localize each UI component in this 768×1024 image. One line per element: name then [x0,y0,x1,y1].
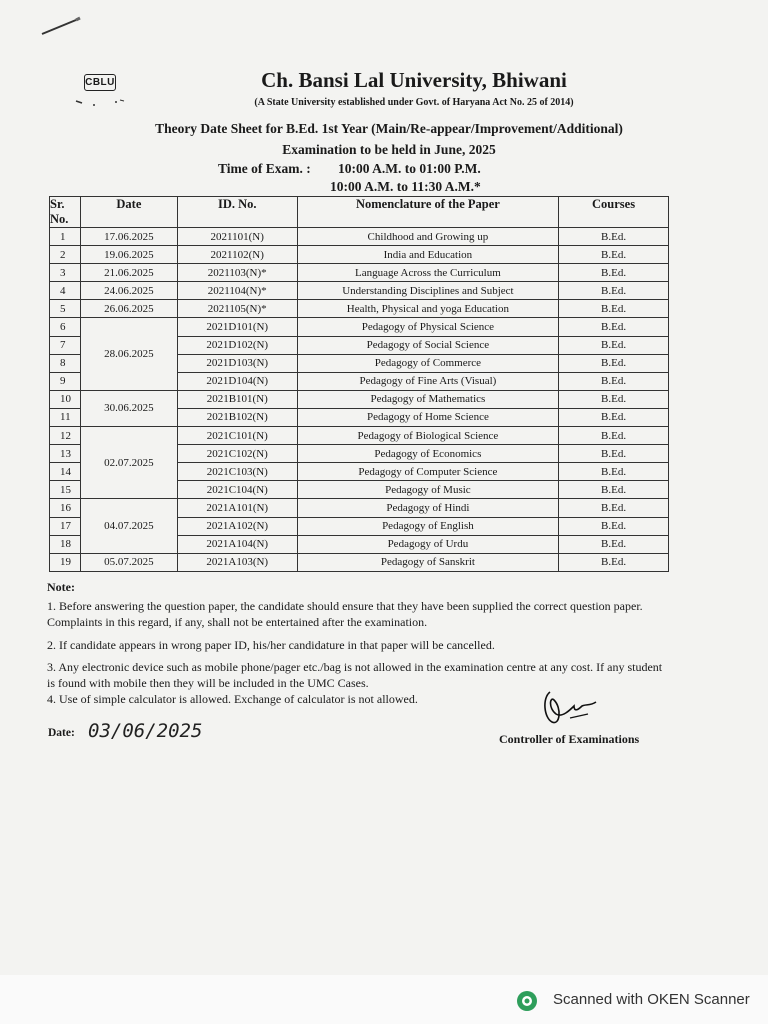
table-row [50,499,669,517]
sr-no-cell: 18 [50,535,81,553]
paper-name-cell: Pedagogy of Home Science [297,408,558,426]
paper-id-cell: 2021105(N)* [177,300,297,318]
sr-no-cell: 19 [50,553,81,571]
paper-name-cell: Pedagogy of Fine Arts (Visual) [297,372,558,390]
table-row [50,318,669,336]
col-header-id: ID. No. [177,197,297,228]
sr-no-cell: 1 [50,228,81,246]
course-cell: B.Ed. [559,282,669,300]
paper-name-cell: Pedagogy of Economics [297,445,558,463]
sr-no-cell: 9 [50,372,81,390]
date-cell: 05.07.2025 [80,553,177,571]
course-cell: B.Ed. [559,553,669,571]
course-cell: B.Ed. [559,427,669,445]
table-row [50,264,669,282]
university-name: Ch. Bansi Lal University, Bhiwani [261,68,567,92]
course-cell: B.Ed. [559,517,669,535]
paper-id-cell: 2021102(N) [177,246,297,264]
table-row [50,553,669,571]
sr-no-cell: 12 [50,427,81,445]
paper-name-cell: Language Across the Curriculum [297,264,558,282]
table-row [50,228,669,246]
course-cell: B.Ed. [559,481,669,499]
paper-id-cell: 2021B102(N) [177,408,297,426]
paper-id-cell: 2021C103(N) [177,463,297,481]
course-cell: B.Ed. [559,372,669,390]
date-cell: 26.06.2025 [80,300,177,318]
date-cell: 19.06.2025 [80,246,177,264]
table-row [50,427,669,445]
paper-id-cell: 2021D102(N) [177,336,297,354]
paper-name-cell: Pedagogy of Hindi [297,499,558,517]
sr-no-cell: 15 [50,481,81,499]
sr-no-cell: 17 [50,517,81,535]
sr-no-cell: 8 [50,354,81,372]
paper-id-cell: 2021103(N)* [177,264,297,282]
exam-time-full: 10:00 A.M. to 01:00 P.M. [338,161,481,176]
course-cell: B.Ed. [559,264,669,282]
sr-no-cell: 13 [50,445,81,463]
date-cell: 24.06.2025 [80,282,177,300]
controller-of-examinations: Controller of Examinations [499,732,640,746]
sr-no-cell: 16 [50,499,81,517]
paper-id-cell: 2021C101(N) [177,427,297,445]
course-cell: B.Ed. [559,535,669,553]
note-4: 4. Use of simple calculator is allowed. Exchange of calculator is not allowed. [47,692,418,706]
table-row [50,246,669,264]
date-cell: 17.06.2025 [80,228,177,246]
paper-name-cell: Pedagogy of Mathematics [297,390,558,408]
exam-time-short: 10:00 A.M. to 11:30 A.M.* [330,179,481,194]
paper-name-cell: India and Education [297,246,558,264]
paper-name-cell: Pedagogy of Music [297,481,558,499]
course-cell: B.Ed. [559,445,669,463]
course-cell: B.Ed. [559,499,669,517]
paper-name-cell: Pedagogy of Computer Science [297,463,558,481]
paper-id-cell: 2021A101(N) [177,499,297,517]
paper-id-cell: 2021C104(N) [177,481,297,499]
paper-id-cell: 2021D104(N) [177,372,297,390]
pen-mark-icon [40,8,90,38]
paper-name-cell: Health, Physical and yoga Education [297,300,558,318]
sr-no-cell: 5 [50,300,81,318]
paper-id-cell: 2021D101(N) [177,318,297,336]
table-row [50,390,669,408]
sr-no-cell: 10 [50,390,81,408]
date-cell: 30.06.2025 [80,390,177,426]
sr-no-cell: 4 [50,282,81,300]
course-cell: B.Ed. [559,228,669,246]
col-header-date: Date [80,197,177,228]
course-cell: B.Ed. [559,408,669,426]
course-cell: B.Ed. [559,336,669,354]
paper-name-cell: Pedagogy of Social Science [297,336,558,354]
paper-id-cell: 2021101(N) [177,228,297,246]
col-header-paper: Nomenclature of the Paper [297,197,558,228]
scanner-watermark: Scanned with OKEN Scanner [553,991,750,1008]
date-cell: 28.06.2025 [80,318,177,390]
paper-name-cell: Childhood and Growing up [297,228,558,246]
date-label: Date: [48,727,75,739]
sr-no-cell: 3 [50,264,81,282]
course-cell: B.Ed. [559,246,669,264]
note-2: 2. If candidate appears in wrong paper ID, his/her candidature in that paper will be cancelled. [47,638,495,652]
paper-id-cell: 2021D103(N) [177,354,297,372]
paper-name-cell: Pedagogy of Physical Science [297,318,558,336]
university-logo: CBLU [84,74,116,91]
issue-date: 03/06/2025 [88,720,203,742]
paper-id-cell: 2021A102(N) [177,517,297,535]
university-subtitle: (A State University established under Govt. of Haryana Act No. 25 of 2014) [254,97,574,108]
sr-no-cell: 11 [50,408,81,426]
datesheet-table [49,196,669,572]
date-cell: 21.06.2025 [80,264,177,282]
paper-id-cell: 2021C102(N) [177,445,297,463]
table-row [50,300,669,318]
note-1: 1. Before answering the question paper, the candidate should ensure that they have been supplied the correct question paper. Complaints in this regard, if any, shall not be entertained after the examination. [47,599,643,629]
paper-id-cell: 2021104(N)* [177,282,297,300]
paper-id-cell: 2021A104(N) [177,535,297,553]
paper-name-cell: Pedagogy of Urdu [297,535,558,553]
date-cell: 02.07.2025 [80,427,177,499]
sr-no-cell: 6 [50,318,81,336]
col-header-sr: Sr. No. [50,197,81,228]
course-cell: B.Ed. [559,318,669,336]
paper-name-cell: Pedagogy of Commerce [297,354,558,372]
exam-month: Examination to be held in June, 2025 [282,142,496,157]
course-cell: B.Ed. [559,463,669,481]
date-cell: 04.07.2025 [80,499,177,553]
table-body [50,228,669,572]
sr-no-cell: 2 [50,246,81,264]
sr-no-cell: 14 [50,463,81,481]
course-cell: B.Ed. [559,300,669,318]
signature-icon [540,688,600,732]
time-label: Time of Exam. : [218,161,311,176]
paper-id-cell: 2021B101(N) [177,390,297,408]
scanner-logo-icon [516,990,538,1012]
table-row [50,282,669,300]
col-header-course: Courses [559,197,669,228]
paper-name-cell: Pedagogy of Sanskrit [297,553,558,571]
sr-no-cell: 7 [50,336,81,354]
course-cell: B.Ed. [559,354,669,372]
paper-name-cell: Understanding Disciplines and Subject [297,282,558,300]
note-3: 3. Any electronic device such as mobile phone/pager etc./bag is not allowed in the examination centre at any cost. If any student is found with mobile then they will be included in the UMC Cases. [47,660,663,690]
note-title: Note: [47,580,75,594]
paper-name-cell: Pedagogy of Biological Science [297,427,558,445]
paper-id-cell: 2021A103(N) [177,553,297,571]
datesheet-title: Theory Date Sheet for B.Ed. 1st Year (Main/Re-appear/Improvement/Additional) [155,121,623,136]
paper-name-cell: Pedagogy of English [297,517,558,535]
course-cell: B.Ed. [559,390,669,408]
table-header-row [50,197,669,228]
